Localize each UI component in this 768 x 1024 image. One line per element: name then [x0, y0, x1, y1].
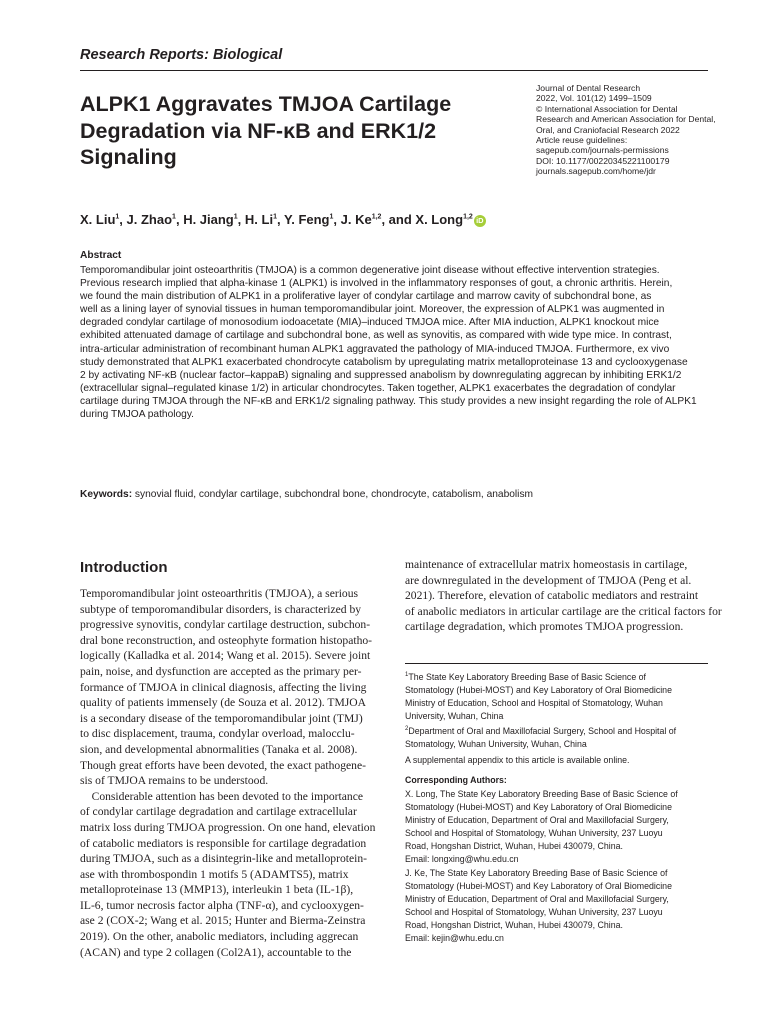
- body-line: cartilage degradation, which promotes TMJOA progression.: [405, 620, 684, 634]
- body-line: subtype of temporomandibular disorders, is characterized by: [80, 602, 362, 616]
- journal-home-link[interactable]: journals.sagepub.com/home/jdr: [536, 166, 656, 177]
- body-line: of anabolic mediators in articular cartilage are the critical factors for: [405, 604, 722, 618]
- abstract-body: [80, 264, 708, 421]
- abstract-line: Previous research implied that alpha-kinase 1 (ALPK1) is involved in the inflammatory responses of gout, a chronic arthritis. Herein,: [80, 278, 673, 290]
- author-name: X. Long: [415, 212, 464, 227]
- abstract-line: study demonstrated that ALPK1 exacerbated chondrocyte catabolism by upregulating matrix metalloproteinase 13 and cyclooxygenase: [80, 356, 688, 368]
- abstract-line: (extracellular signal–regulated kinase 1/2) in articular chondrocytes. Taken together, ALPK1 exacerbates the degradation of condylar: [80, 382, 676, 394]
- body-line: (ACAN) and type 2 collagen (Col2A1), accountable to the: [80, 945, 352, 959]
- corresponding-line: Road, Hongshan District, Wuhan, Hubei 430079, China.: [405, 841, 623, 852]
- permissions-link[interactable]: sagepub.com/journals-permissions: [536, 145, 669, 156]
- author-affiliation: 1: [273, 213, 277, 221]
- body-column-left: [80, 586, 384, 960]
- body-line: during TMJOA, such as a disintegrin-like and metalloprotein-: [80, 852, 367, 866]
- corresponding-line: Ministry of Education, Department of Oral and Maxillofacial Surgery,: [405, 815, 669, 826]
- body-line: of condylar cartilage degradation and cartilage extracellular: [80, 805, 357, 819]
- body-line: progressive synovitis, condylar cartilage destruction, subchon-: [80, 618, 371, 632]
- body-line: pain, noise, and dysfunction are accepted as the primary per-: [80, 664, 362, 678]
- corresponding-line: X. Long, The State Key Laboratory Breeding Base of Basic Science of: [405, 789, 678, 799]
- author-name: Y. Feng: [283, 212, 330, 227]
- body-line: ase 2 (COX-2; Wang et al. 2015; Hunter and Bierma-Zeinstra: [80, 914, 366, 928]
- author-name: X. Liu: [80, 212, 116, 227]
- title-line: Signaling: [80, 145, 177, 169]
- affiliation-line: Stomatology, Wuhan University, Wuhan, China: [405, 739, 587, 750]
- affiliation-text: The State Key Laboratory Breeding Base of Basic Science of: [408, 671, 646, 682]
- corresponding-line: Stomatology (Hubei-MOST) and Key Laboratory of Oral Biomedicine: [405, 880, 672, 891]
- affiliation-line: University, Wuhan, China: [405, 711, 504, 722]
- body-column-right: [405, 557, 722, 635]
- abstract-line: we found the main distribution of ALPK1 in a proliferative layer of condylar cartilage and marrow cavity of subchondral bone, as: [80, 291, 652, 303]
- body-line: to disc displacement, trauma, condylar overload, malocclu-: [80, 727, 355, 741]
- abstract-line: degraded condylar cartilage of monosodium iodoacetate (MIA)–induced TMJOA mice. After MIA induction, ALPK1 knockout mice: [80, 317, 660, 329]
- body-line: matrix loss during TMJOA progression. On one hand, elevation: [80, 820, 376, 834]
- body-line: is a secondary disease of the temporomandibular joint (TMJ): [80, 711, 363, 725]
- body-line: maintenance of extracellular matrix homeostasis in cartilage,: [405, 558, 688, 571]
- abstract-line: exhibited attenuated damage of cartilage and subchondral bone, as well as synovitis, as compared with wide type mice. In contrast,: [80, 330, 672, 342]
- author-name: H. Jiang: [183, 212, 234, 227]
- body-line: dral bone reconstruction, and osteophyte formation histopatho-: [80, 633, 373, 647]
- body-line: Though great efforts have been devoted, the exact pathogene-: [80, 758, 366, 772]
- body-line: Considerable attention has been devoted to the importance: [80, 789, 363, 803]
- abstract-line: intra-articular administration of recombinant human ALPK1 aggravated the pathology of MIA-induced TMJOA. Furthermore, ex vivo: [80, 343, 670, 355]
- affiliation-text: Department of Oral and Maxillofacial Surgery, School and Hospital of: [408, 726, 677, 737]
- author-name: J. Ke: [340, 212, 372, 227]
- body-line: of catabolic mediators is responsible for cartilage degradation: [80, 836, 367, 850]
- author-separator: ,: [333, 212, 341, 227]
- corresponding-line: Stomatology (Hubei-MOST) and Key Laboratory of Oral Biomedicine: [405, 802, 672, 813]
- body-line: IL-6, tumor necrosis factor alpha (TNF-α), and cyclooxygen-: [80, 898, 364, 912]
- title-line: ALPK1 Aggravates TMJOA Cartilage: [80, 92, 452, 116]
- email-link[interactable]: Email: longxing@whu.edu.cn: [405, 854, 519, 865]
- author-affiliation: 1: [329, 213, 334, 221]
- copyright-line: Research and American Association for Dental,: [536, 114, 716, 125]
- corresponding-authors: [405, 788, 708, 945]
- header-rule: [80, 70, 708, 71]
- body-line: 2019). On the other, anabolic mediators, including aggrecan: [80, 930, 359, 944]
- introduction-heading: Introduction: [80, 559, 168, 576]
- affiliation-line: Stomatology (Hubei-MOST) and Key Laboratory of Oral Biomedicine: [405, 685, 672, 696]
- affiliation-number: 2: [405, 726, 409, 733]
- abstract-line: cartilage during TMJOA through the NF-κB and ERK1/2 signaling pathway. This study provides a new insight regarding the role of ALPK1: [80, 395, 697, 407]
- author-list: [80, 212, 486, 227]
- reuse-label: Article reuse guidelines:: [536, 135, 628, 146]
- body-line: 2021). Therefore, elevation of catabolic mediators and restraint: [405, 589, 699, 603]
- title-line: Degradation via NF-κB and ERK1/2: [80, 118, 437, 143]
- orcid-icon[interactable]: iD: [474, 215, 486, 227]
- section-label: Research Reports: Biological: [80, 47, 283, 63]
- abstract-line: during TMJOA pathology.: [80, 409, 195, 421]
- corresponding-line: Road, Hongshan District, Wuhan, Hubei 430079, China.: [405, 919, 623, 930]
- email-link[interactable]: Email: kejin@whu.edu.cn: [405, 933, 504, 944]
- body-line: quality of patients immensely (de Souza et al. 2012). TMJOA: [80, 696, 367, 710]
- corresponding-line: School and Hospital of Stomatology, Wuhan University, 237 Luoyu: [405, 906, 663, 917]
- author-separator: ,: [175, 212, 184, 227]
- body-line: metalloproteinase 13 (MMP13), interleukin 1 beta (IL-1β),: [80, 883, 354, 897]
- author-affiliation: 1: [115, 213, 120, 221]
- author-name: H. Li: [244, 212, 274, 227]
- body-line: sion, and developmental abnormalities (Tanaka et al. 2008).: [80, 742, 358, 756]
- affiliation-line: Ministry of Education, School and Hospital of Stomatology, Wuhan: [405, 698, 663, 709]
- copyright-line: Oral, and Craniofacial Research 2022: [536, 124, 680, 135]
- author-affiliation: 1,2: [371, 213, 382, 221]
- affiliations: [405, 669, 708, 751]
- author-separator: ,: [237, 212, 245, 227]
- footnote-rule: [405, 663, 708, 664]
- journal-volume: 2022, Vol. 101(12) 1499–1509: [536, 93, 652, 104]
- affiliation-line: [405, 669, 708, 684]
- abstract-heading: Abstract: [80, 250, 122, 261]
- article-title: [80, 91, 500, 171]
- body-line: are downregulated in the development of TMJOA (Peng et al.: [405, 573, 692, 587]
- author-separator: , and: [381, 212, 416, 227]
- body-line: logically (Kalladka et al. 2014; Wang et al. 2015). Severe joint: [80, 649, 371, 663]
- author-affiliation: 1: [233, 213, 238, 221]
- journal-meta: [536, 83, 716, 177]
- author-affiliation: 1,2: [463, 213, 473, 221]
- supplemental-note: A supplemental appendix to this article is available online.: [405, 755, 630, 765]
- keywords-text: synovial fluid, condylar cartilage, subchondral bone, chondrocyte, catabolism, anabolism: [132, 489, 534, 500]
- author-affiliation: 1: [172, 213, 176, 221]
- body-line: Temporomandibular joint osteoarthritis (TMJOA), a serious: [80, 587, 359, 600]
- corresponding-line: Ministry of Education, Department of Oral and Maxillofacial Surgery,: [405, 893, 669, 904]
- copyright-line: © International Association for Dental: [536, 103, 678, 114]
- abstract-line: well as a lining layer of synovial tissues in human temporomandibular joint. Moreover, the expression of ALPK1 was augmented in: [80, 304, 665, 316]
- abstract-line: Temporomandibular joint osteoarthritis (TMJOA) is a common degenerative joint disease without effective intervention strategies.: [80, 265, 660, 276]
- corresponding-heading: Corresponding Authors:: [405, 775, 507, 785]
- journal-name: Journal of Dental Research: [536, 83, 641, 93]
- affiliation-line: [405, 723, 708, 738]
- body-line: sis of TMJOA remains to be understood.: [80, 774, 269, 788]
- keywords: [80, 489, 533, 500]
- keywords-label: Keywords:: [80, 489, 133, 500]
- affiliation-number: 1: [405, 672, 409, 678]
- body-line: ase with thrombospondin 1 motifs 5 (ADAMTS5), matrix: [80, 867, 349, 881]
- doi-link[interactable]: DOI: 10.1177/00220345221100179: [536, 155, 670, 166]
- abstract-line: 2 by activating NF-κB (nuclear factor–kappaB) signaling and suppressed anabolism by downregulating aggrecan by inhibiting ERK1/2: [80, 369, 682, 381]
- author-name: J. Zhao: [126, 212, 173, 227]
- body-line: formance of TMJOA in clinical diagnosis, affecting the living: [80, 680, 367, 694]
- corresponding-line: J. Ke, The State Key Laboratory Breeding Base of Basic Science of: [405, 867, 668, 878]
- corresponding-line: School and Hospital of Stomatology, Wuhan University, 237 Luoyu: [405, 828, 663, 839]
- author-separator: ,: [276, 212, 284, 227]
- author-separator: ,: [119, 212, 127, 227]
